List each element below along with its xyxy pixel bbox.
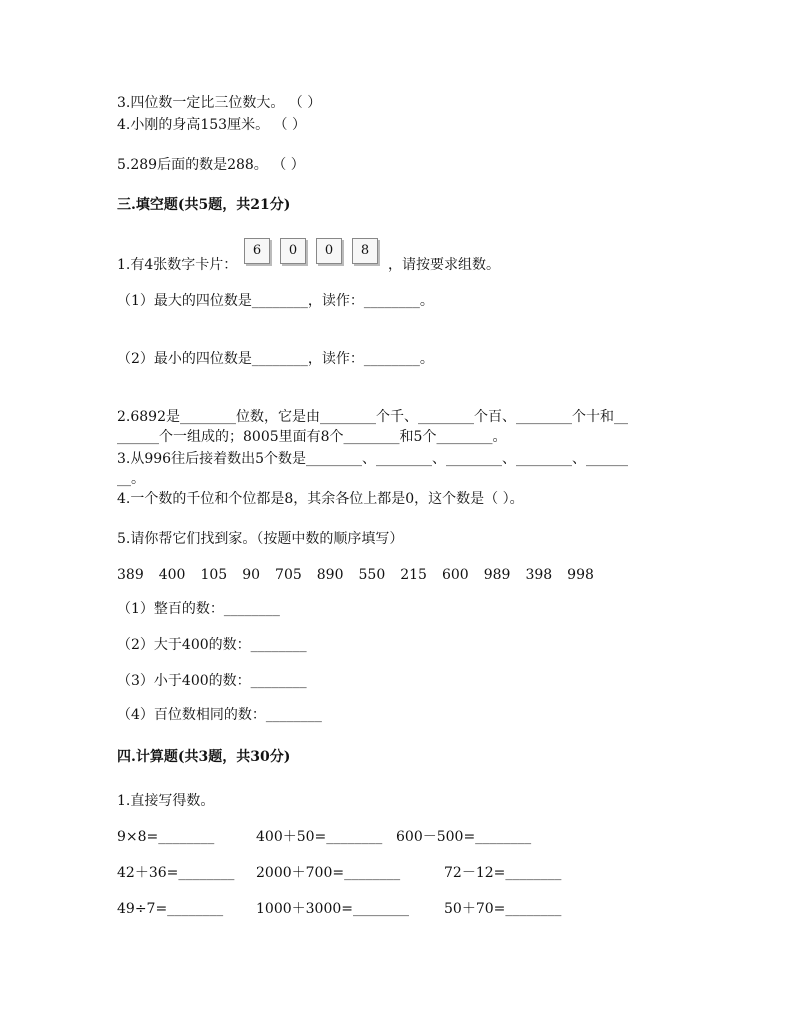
number-item: 890 bbox=[316, 567, 344, 583]
fill-q5: 5.请你帮它们找到家。（按题中数的顺序填写） bbox=[117, 531, 404, 547]
calc-item: 72－12=________ bbox=[444, 865, 562, 881]
number-item: 550 bbox=[358, 567, 386, 583]
fill-q1-b: （2）最小的四位数是________，读作：________。 bbox=[117, 351, 434, 367]
number-item: 600 bbox=[441, 567, 469, 583]
judge-question-3: 3.四位数一定比三位数大。 （ ） bbox=[117, 95, 322, 111]
fill-q5-a: （1）整百的数：________ bbox=[117, 601, 280, 617]
digit-card: 0 bbox=[280, 238, 306, 264]
section-3-title: 三.填空题(共5题，共21分) bbox=[117, 197, 291, 213]
digit-card: 0 bbox=[316, 238, 342, 264]
calc-q1: 1.直接写得数。 bbox=[117, 793, 215, 809]
number-item: 400 bbox=[158, 567, 186, 583]
fill-q5-c: （3）小于400的数：________ bbox=[117, 673, 307, 689]
fill-q1-suffix: ，请按要求组数。 bbox=[388, 257, 500, 273]
number-item: 398 bbox=[525, 567, 553, 583]
fill-q1-prefix: 1.有4张数字卡片： bbox=[117, 257, 238, 273]
number-item: 998 bbox=[567, 567, 594, 583]
calc-item: 2000＋700=________ bbox=[256, 865, 401, 881]
digit-card: 8 bbox=[352, 238, 378, 264]
digit-cards bbox=[244, 238, 388, 264]
number-item: 105 bbox=[200, 567, 228, 583]
number-item: 90 bbox=[242, 567, 261, 583]
calc-item: 600－500=________ bbox=[396, 829, 532, 845]
calc-item: 400＋50=________ bbox=[256, 829, 383, 845]
fill-q3-line1: 3.从996往后接着数出5个数是________、________、________、________、______ bbox=[117, 451, 628, 467]
fill-q3-line2: __。 bbox=[117, 471, 145, 487]
calc-item: 1000＋3000=________ bbox=[256, 901, 409, 917]
calc-item: 9×8=________ bbox=[117, 829, 215, 845]
fill-q2-line1: 2.6892是________位数，它是由________个千、________个百、________个十和__ bbox=[117, 409, 628, 425]
number-item: 989 bbox=[483, 567, 511, 583]
number-item: 389 bbox=[117, 567, 144, 583]
fill-q2-line2: ______个一组成的；8005里面有8个________和5个________。 bbox=[117, 429, 507, 445]
fill-q5-b: （2）大于400的数：________ bbox=[117, 637, 307, 653]
fill-q5-d: （4）百位数相同的数：________ bbox=[117, 707, 322, 723]
calc-item: 49÷7=________ bbox=[117, 901, 224, 917]
number-item: 215 bbox=[400, 567, 427, 583]
calc-item: 42＋36=________ bbox=[117, 865, 235, 881]
fill-q4: 4.一个数的千位和个位都是8，其余各位上都是0，这个数是（ ）。 bbox=[117, 491, 524, 507]
fill-q1-a: （1）最大的四位数是________，读作：________。 bbox=[117, 293, 434, 309]
calc-item: 50＋70=________ bbox=[444, 901, 562, 917]
judge-question-5: 5.289后面的数是288。 （ ） bbox=[117, 157, 305, 173]
digit-card: 6 bbox=[244, 238, 270, 264]
number-item: 705 bbox=[275, 567, 302, 583]
section-4-title: 四.计算题(共3题，共30分) bbox=[117, 749, 291, 765]
judge-question-4: 4.小刚的身高153厘米。 （ ） bbox=[117, 117, 306, 133]
number-list bbox=[117, 566, 609, 584]
